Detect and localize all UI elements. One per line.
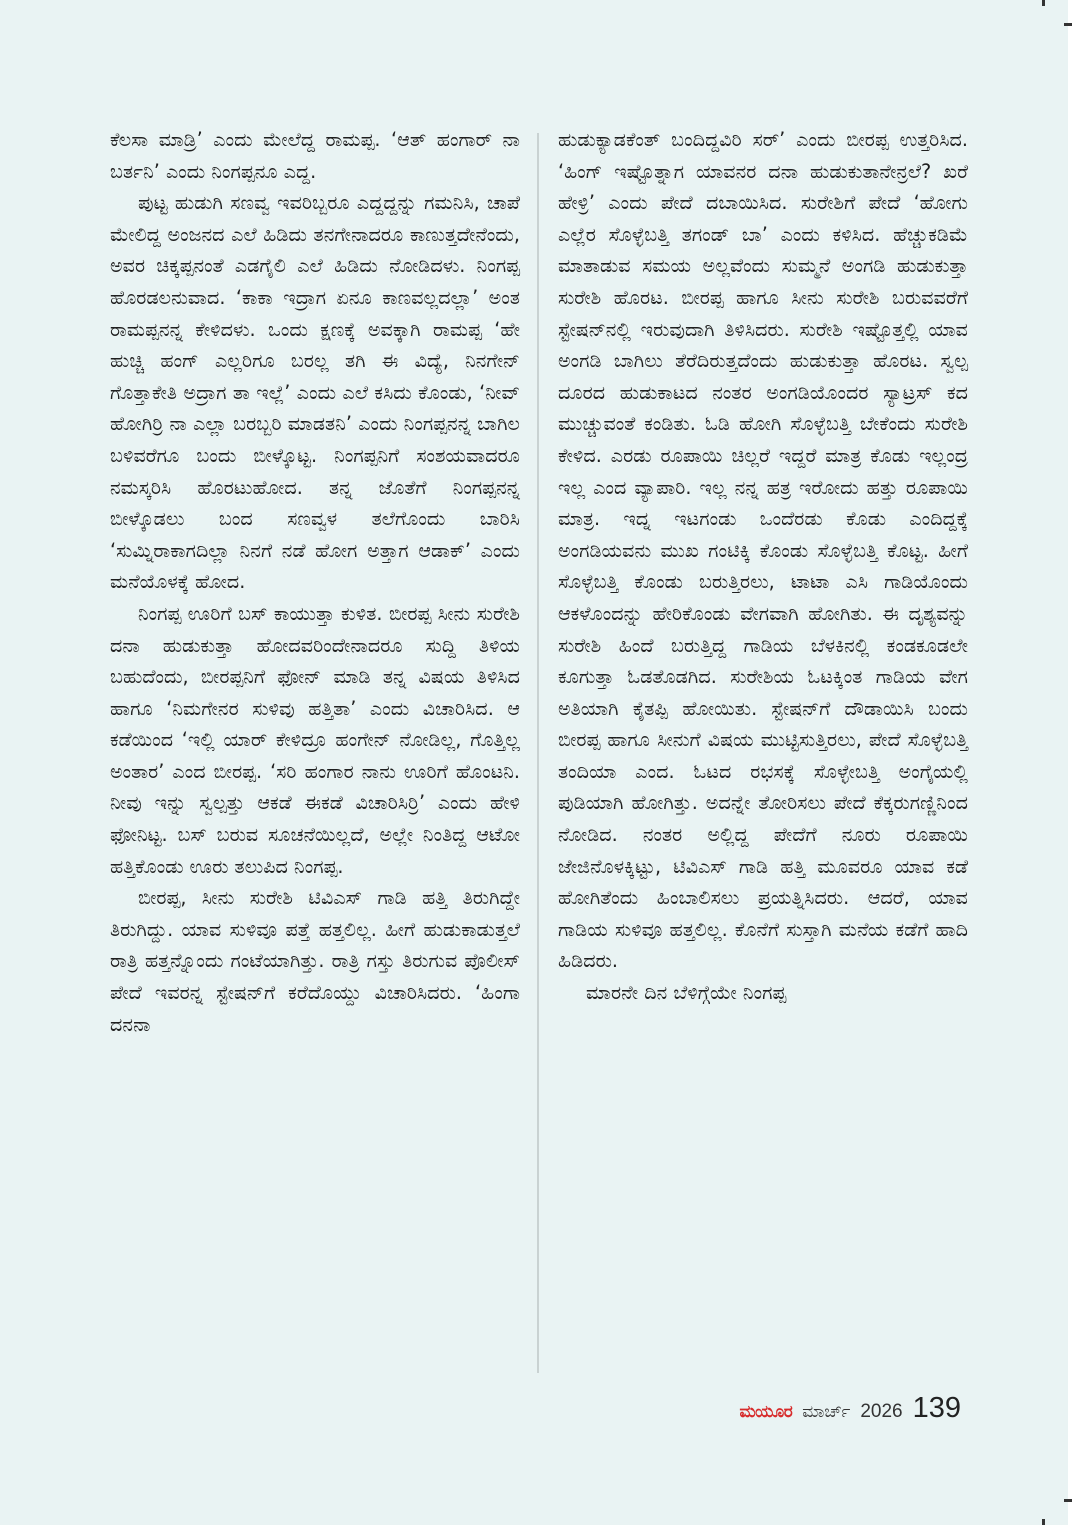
page-edge [1068,0,1072,1525]
column-divider [537,133,539,1373]
crop-mark-top-horizontal [1064,23,1072,26]
paragraph: ಮಾರನೇ ದಿನ ಬೆಳಿಗ್ಗೆಯೇ ನಿಂಗಪ್ಪ [586,981,787,1005]
paragraph: ಬೀರಪ್ಪ, ಸೀನು ಸುರೇಶಿ ಟಿವಿಎಸ್ ಗಾಡಿ ಹತ್ತಿ ತಿರುಗಿದ್ದೇ ತಿರುಗಿದ್ದು. ಯಾವ ಸುಳಿವೂ ಪತ್ತೆ ಹತ್ತಲಿಲ್ಲ. ಹೀಗೆ ಹುಡುಕಾಡುತ್ತಲೆ ರಾತ್ರಿ ಹತ್ತನ್ನೊಂದು ಗಂಟೆಯಾಗಿತ್ತು. ರಾತ್ರಿ ಗಸ್ತು ತಿರುಗುವ ಪೊಲೀಸ್ ಪೇದೆ ಇವರನ್ನ ಸ್ಟೇಷನ್‌ಗೆ ಕರೆದೊಯ್ದು ವಿಚಾರಿಸಿದರು. ‘ಹಿಂಗಾ ದನನಾ [110,886,520,1036]
right-column [558,124,968,1009]
paragraph: ಹುಡುಕ್ಯಾಡಕೆಂತ್ ಬಂದಿದ್ದವಿರಿ ಸರ್’ ಎಂದು ಬೀರಪ್ಪ ಉತ್ತರಿಸಿದ. ‘ಹಿಂಗ್ ಇಷ್ಟೊತ್ನಾಗ ಯಾವನರ ದನಾ ಹುಡುಕುತಾನೇನ್ರಲೆ? ಖರೆ ಹೇಳ್ರಿ’ ಎಂದು ಪೇದೆ ದಬಾಯಿಸಿದ. ಸುರೇಶಿಗೆ ಪೇದೆ ‘ಹೋಗು ಎಲ್ಲೆರ ಸೊಳ್ಳೆಬತ್ತಿ ತಗಂಡ್ ಬಾ’ ಎಂದು ಕಳಿಸಿದ. ಹೆಚ್ಚುಕಡಿಮೆ ಮಾತಾಡುವ ಸಮಯ ಅಲ್ಲವೆಂದು ಸುಮ್ಮನೆ ಅಂಗಡಿ ಹುಡುಕುತ್ತಾ ಸುರೇಶಿ ಹೊರಟ. ಬೀರಪ್ಪ ಹಾಗೂ ಸೀನು ಸುರೇಶಿ ಬರುವವರೆಗೆ ಸ್ಟೇಷನ್‌ನಲ್ಲಿ ಇರುವುದಾಗಿ ತಿಳಿಸಿದರು. ಸುರೇಶಿ ಇಷ್ಟೊತ್ತಲ್ಲಿ ಯಾವ ಅಂಗಡಿ ಬಾಗಿಲು ತೆರೆದಿರುತ್ತದೆಂದು ಹುಡುಕುತ್ತಾ ಹೊರಟ. ಸ್ವಲ್ಪ ದೂರದ ಹುಡುಕಾಟದ ನಂತರ ಅಂಗಡಿಯೊಂದರ ಸ್ಯಾಟ್ರಸ್ ಕದ ಮುಚ್ಚುವಂತೆ ಕಂಡಿತು. ಓಡಿ ಹೋಗಿ ಸೊಳ್ಳೆಬತ್ತಿ ಬೇಕೆಂದು ಸುರೇಶಿ ಕೇಳಿದ. ಎರಡು ರೂಪಾಯಿ ಚಿಲ್ಲರೆ ಇದ್ದರೆ ಮಾತ್ರ ಕೊಡು ಇಲ್ಲಂದ್ರ ಇಲ್ಲ ಎಂದ ವ್ಯಾಪಾರಿ. ಇಲ್ಲ ನನ್ನ ಹತ್ರ ಇರೋದು ಹತ್ತು ರೂಪಾಯಿ ಮಾತ್ರ. ಇದ್ನ ಇಟಗಂಡು ಒಂದೆರಡು ಕೊಡು ಎಂದಿದ್ದಕ್ಕೆ ಅಂಗಡಿಯವನು ಮುಖ ಗಂಟಿಕ್ಕಿ ಕೊಂಡು ಸೊಳ್ಳೆಬತ್ತಿ ಕೊಟ್ಟ. ಹೀಗೆ ಸೊಳ್ಳೆಬತ್ತಿ ಕೊಂಡು ಬರುತ್ತಿರಲು, ಟಾಟಾ ಎಸಿ ಗಾಡಿಯೊಂದು ಆಕಳೊಂದನ್ನು ಹೇರಿಕೊಂಡು ವೇಗವಾಗಿ ಹೋಗಿತು. ಈ ದೃಶ್ಯವನ್ನು ಸುರೇಶಿ ಹಿಂದೆ ಬರುತ್ತಿದ್ದ ಗಾಡಿಯ ಬೆಳಕಿನಲ್ಲಿ ಕಂಡಕೂಡಲೇ ಕೂಗುತ್ತಾ ಓಡತೊಡಗಿದ. ಸುರೇಶಿಯ ಓಟಕ್ಕಿಂತ ಗಾಡಿಯ ವೇಗ ಅತಿಯಾಗಿ ಕೈತಪ್ಪಿ ಹೋಯಿತು. ಸ್ಟೇಷನ್‌ಗೆ ದೌಡಾಯಿಸಿ ಬಂದು ಬೀರಪ್ಪ ಹಾಗೂ ಸೀನುಗೆ ವಿಷಯ ಮುಟ್ಟಿಸುತ್ತಿರಲು, ಪೇದೆ ಸೊಳ್ಳೆಬತ್ತಿ ತಂದಿಯಾ ಎಂದ. ಓಟದ ರಭಸಕ್ಕೆ ಸೊಳ್ಳೇಬತ್ತಿ ಅಂಗೈಯಲ್ಲಿ ಪುಡಿಯಾಗಿ ಹೋಗಿತ್ತು. ಅದನ್ನೇ ತೋರಿಸಲು ಪೇದೆ ಕೆಕ್ಕರುಗಣ್ಣಿನಿಂದ ನೋಡಿದ. ನಂತರ ಅಲ್ಲಿದ್ದ ಪೇದೆಗೆ ನೂರು ರೂಪಾಯಿ ಜೇಜಿನೊಳಕ್ಕಿಟ್ಟು, ಟಿವಿಎಸ್ ಗಾಡಿ ಹತ್ತಿ ಮೂವರೂ ಯಾವ ಕಡೆ ಹೋಗಿತೆಂದು ಹಿಂಬಾಲಿಸಲು ಪ್ರಯತ್ನಿಸಿದರು. ಆದರೆ, ಯಾವ ಗಾಡಿಯ ಸುಳಿವೂ ಹತ್ತಲಿಲ್ಲ. ಕೊನೆಗೆ ಸುಸ್ತಾಗಿ ಮನೆಯ ಕಡೆಗೆ ಹಾದಿ ಹಿಡಿದರು. [558,128,968,973]
paragraph: ಕೆಲಸಾ ಮಾಡ್ರಿ’ ಎಂದು ಮೇಲೆದ್ದ ರಾಮಪ್ಪ. ‘ಆತ್ ಹಂಗಾರ್ ನಾ ಬರ್ತನಿ’ ಎಂದು ನಿಂಗಪ್ಪನೂ ಎದ್ದ. [110,128,520,183]
magazine-logo: ಮಯೂರ [739,1402,793,1422]
paragraph: ಪುಟ್ಟ ಹುಡುಗಿ ಸಣವ್ವ ಇವರಿಬ್ಬರೂ ಎದ್ದದ್ದನ್ನು ಗಮನಿಸಿ, ಚಾಪೆ ಮೇಲಿದ್ದ ಅಂಜನದ ಎಲೆ ಹಿಡಿದು ತನಗೇನಾದರೂ ಕಾಣುತ್ತದೇನೆಂದು, ಅವರ ಚಿಕ್ಕಪ್ಪನಂತೆ ಎಡಗೈಲಿ ಎಲೆ ಹಿಡಿದು ನೋಡಿದಳು. ನಿಂಗಪ್ಪ ಹೊರಡಲನುವಾದ. ‘ಕಾಕಾ ಇದ್ರಾಗ ಏನೂ ಕಾಣವಲ್ಲದಲ್ಲಾ’ ಅಂತ ರಾಮಪ್ಪನನ್ನ ಕೇಳಿದಳು. ಒಂದು ಕ್ಷಣಕ್ಕೆ ಅವಕ್ಕಾಗಿ ರಾಮಪ್ಪ ‘ಹೇ ಹುಚ್ಚಿ ಹಂಗ್ ಎಲ್ಲರಿಗೂ ಬರಲ್ಲ ತಗಿ ಈ ವಿದ್ಯೆ, ನಿನಗೇನ್ ಗೊತ್ತಾಕೇತಿ ಅದ್ರಾಗ ತಾ ಇಲ್ಲೆ’ ಎಂದು ಎಲೆ ಕಸಿದು ಕೊಂಡು, ‘ನೀವ್ ಹೋಗಿರ್ರಿ ನಾ ಎಲ್ಲಾ ಬರಬ್ಬರಿ ಮಾಡತನಿ’ ಎಂದು ನಿಂಗಪ್ಪನನ್ನ ಬಾಗಿಲ ಬಳಿವರೆಗೂ ಬಂದು ಬೀಳ್ಕೊಟ್ಟ. ನಿಂಗಪ್ಪನಿಗೆ ಸಂಶಯವಾದರೂ ನಮಸ್ಕರಿಸಿ ಹೊರಟುಹೋದ. ತನ್ನ ಜೊತೆಗೆ ನಿಂಗಪ್ಪನನ್ನ ಬೀಳ್ಕೊಡಲು ಬಂದ ಸಣವ್ವಳ ತಲೆಗೊಂದು ಬಾರಿಸಿ ‘ಸುಮ್ನಿರಾಕಾಗದಿಲ್ಲಾ ನಿನಗೆ ನಡೆ ಹೋಗ ಅತ್ತಾಗ ಆಡಾಕ್’ ಎಂದು ಮನೆಯೊಳಕ್ಕೆ ಹೋದ. [110,191,520,594]
crop-mark-top-vertical [1042,0,1045,6]
crop-mark-bottom-vertical [1042,1519,1045,1525]
issue-year: 2026 [860,1401,903,1422]
crop-mark-bottom-horizontal [1064,1499,1072,1502]
page-footer [740,1392,961,1425]
left-column [110,124,520,1040]
paragraph: ನಿಂಗಪ್ಪ ಊರಿಗೆ ಬಸ್ ಕಾಯುತ್ತಾ ಕುಳಿತ. ಬೀರಪ್ಪ ಸೀನು ಸುರೇಶಿ ದನಾ ಹುಡುಕುತ್ತಾ ಹೋದವರಿಂದೇನಾದರೂ ಸುದ್ದಿ ತಿಳಿಯ ಬಹುದೆಂದು, ಬೀರಪ್ಪನಿಗೆ ಫೋನ್ ಮಾಡಿ ತನ್ನ ವಿಷಯ ತಿಳಿಸಿದ ಹಾಗೂ ‘ನಿಮಗೇನರ ಸುಳಿವು ಹತ್ತಿತಾ’ ಎಂದು ವಿಚಾರಿಸಿದ. ಆ ಕಡೆಯಿಂದ ‘ಇಲ್ಲಿ ಯಾರ್ ಕೇಳಿದ್ರೂ ಹಂಗೇನ್ ನೋಡಿಲ್ಲ, ಗೊತ್ತಿಲ್ಲ ಅಂತಾರ’ ಎಂದ ಬೀರಪ್ಪ. ‘ಸರಿ ಹಂಗಾರ ನಾನು ಊರಿಗೆ ಹೊಂಟನಿ. ನೀವು ಇನ್ನು ಸ್ವಲ್ಪತ್ತು ಆಕಡೆ ಈಕಡೆ ವಿಚಾರಿಸಿರ್ರಿ’ ಎಂದು ಹೇಳಿ ಫೋನಿಟ್ಟ. ಬಸ್ ಬರುವ ಸೂಚನೆಯಿಲ್ಲದೆ, ಅಲ್ಲೇ ನಿಂತಿದ್ದ ಆಟೋ ಹತ್ತಿಕೊಂಡು ಊರು ತಲುಪಿದ ನಿಂಗಪ್ಪ. [110,601,520,878]
page-number: 139 [912,1392,961,1424]
issue-month: ಮಾರ್ಚ್ [802,1402,851,1422]
